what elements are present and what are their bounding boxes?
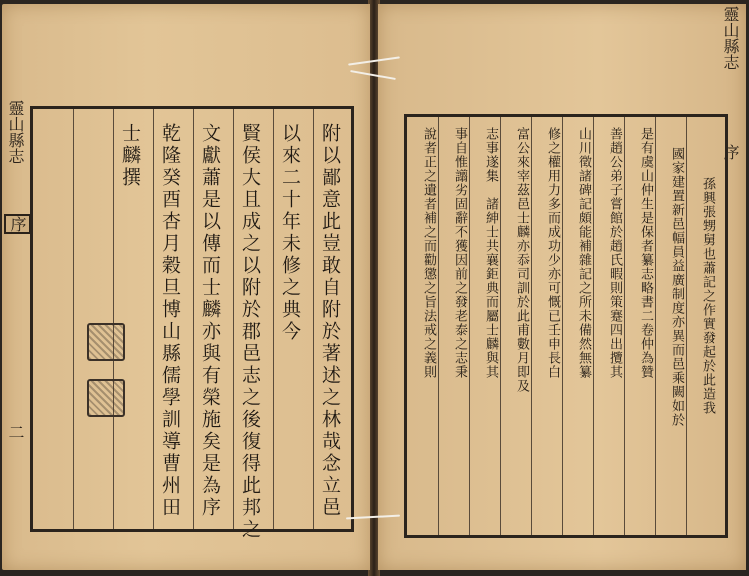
left-edge-label: 靈山縣志	[6, 100, 25, 164]
right-column-10: 說者正之遺者補之而勸懲之旨法戒之義則	[421, 127, 436, 379]
right-column-3: 是有虞山仲生是保者纂志略書二卷仲為贊	[638, 127, 653, 379]
left-column-6: 士麟撰	[119, 123, 141, 189]
left-page	[2, 4, 370, 570]
left-text-frame	[30, 106, 354, 541]
left-page-number: 二	[6, 424, 25, 440]
right-column-1: 孫興張甥舅也蕭記之作實發起於此造我	[700, 177, 715, 415]
right-column-2: 國家建置新邑幅員益廣制度亦異而邑乘闕如於	[669, 147, 684, 427]
left-column-3: 賢侯大且成之以附於郡邑志之後復得此邦之	[239, 123, 261, 541]
right-text-frame	[404, 114, 728, 538]
right-column-6: 修之權用力多而成功少亦可慨已壬申長白	[545, 127, 560, 379]
author-seal-2	[87, 379, 125, 417]
right-column-4: 善趙公弟子嘗館於趙氏暇則策蹇四出攬其	[607, 127, 622, 379]
author-seal-1	[87, 323, 125, 361]
left-column-4: 文獻蕭是以傳而士麟亦與有榮施矣是為序	[199, 123, 221, 519]
left-edge-section: 序	[4, 214, 31, 234]
right-edge-section: 序	[721, 144, 740, 160]
right-page	[378, 4, 746, 570]
right-column-9: 事自惟譾劣固辭不獲因前之發老泰之志秉	[452, 127, 467, 379]
right-column-7: 富公來宰茲邑士麟亦忝司訓於此甫數月即及	[514, 127, 529, 393]
right-column-5: 山川徵諸碑記頗能補雜記之所未備然無纂	[576, 127, 591, 379]
left-column-1: 附以鄙意此豈敢自附於著述之林哉念立邑	[319, 123, 341, 519]
left-column-5: 乾隆癸酉杏月穀旦博山縣儒學訓導曹州田	[159, 123, 181, 519]
right-edge-label: 靈山縣志	[721, 6, 740, 70]
left-column-2: 以來二十年未修之典今	[279, 123, 301, 343]
right-column-8: 志事遂集 諸紳士共襄鉅典而屬士麟與其	[483, 127, 498, 379]
